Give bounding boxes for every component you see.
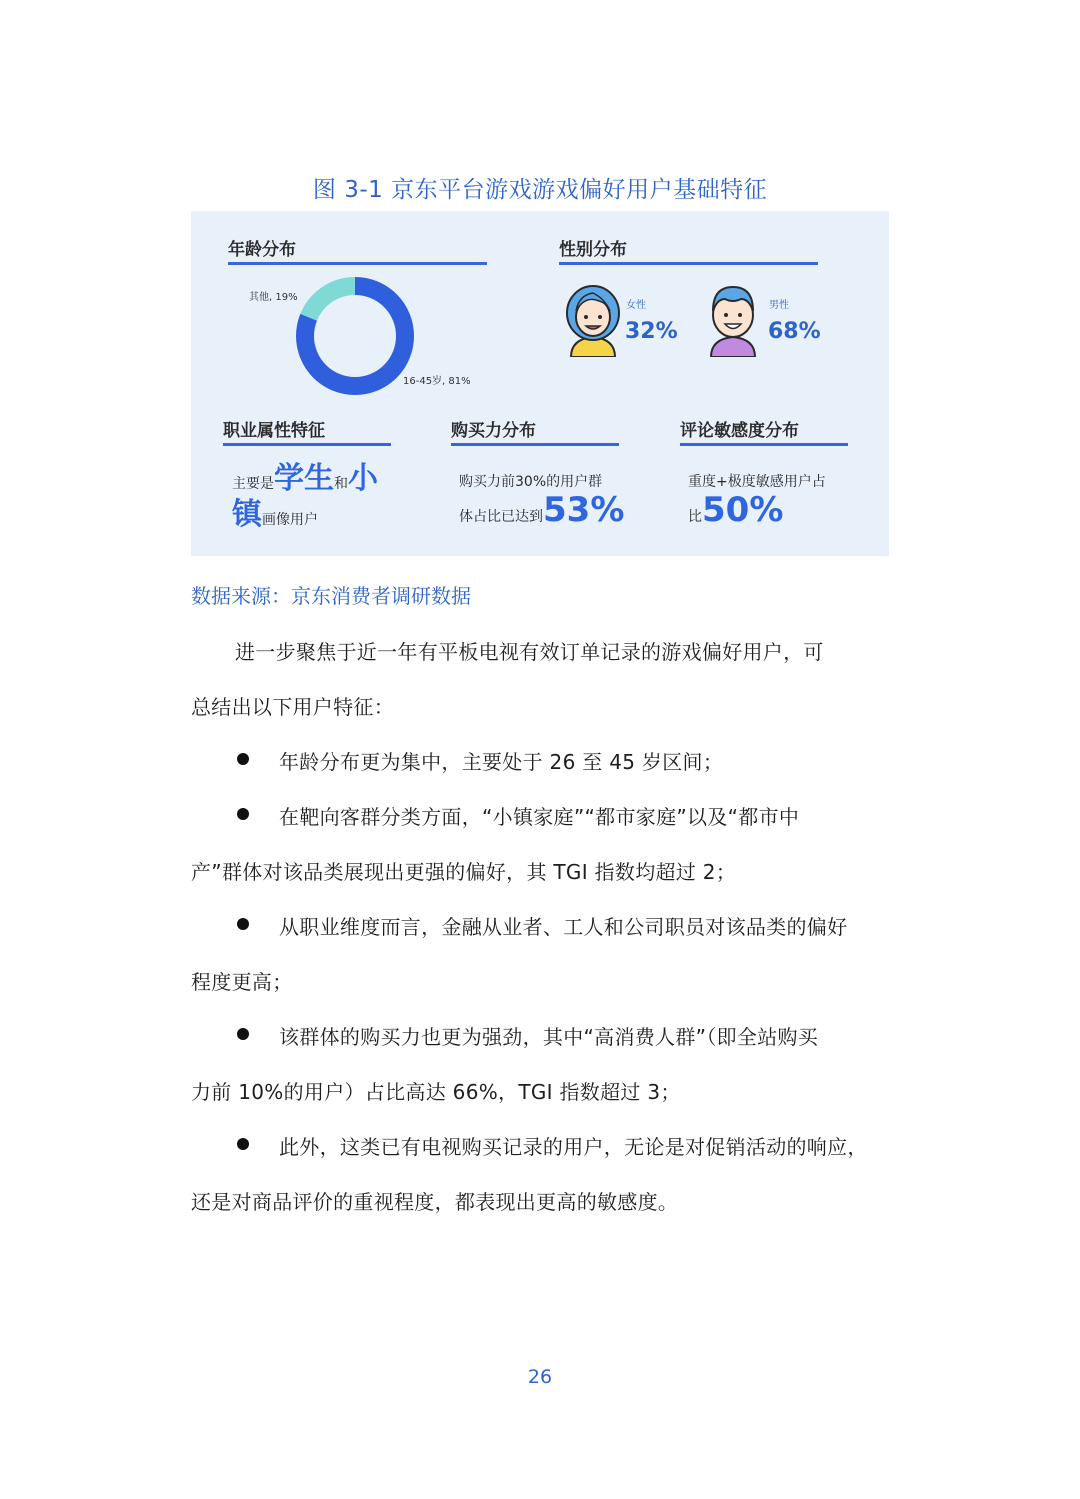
age-underline <box>228 262 487 265</box>
page-number: 26 <box>527 1366 553 1388</box>
male-percent: 68% <box>768 319 821 344</box>
review-heading: 评论敏感度分布 <box>680 421 799 441</box>
gender-underline <box>559 262 818 265</box>
purchase-text-line2: 体占比已达到53% <box>459 490 625 530</box>
bullet3-line2: 程度更高； <box>191 970 293 994</box>
bullet-dot <box>237 918 249 930</box>
bullet2-line2: 产”群体对该品类展现出更强的偏好，其 TGI 指数均超过 2； <box>191 860 737 884</box>
review-underline <box>680 443 848 446</box>
male-label: 男性 <box>769 300 789 311</box>
occupation-text-line2: 镇画像用户 <box>232 497 318 532</box>
purchase-text-line1: 购买力前30%的用户群 <box>459 474 603 490</box>
bullet-dot <box>237 753 249 765</box>
bullet4-line1: 该群体的购买力也更为强劲，其中“高消费人群”（即全站购买 <box>279 1025 819 1049</box>
donut-label-other: 其他, 19% <box>249 292 298 303</box>
bullet5-line1: 此外，这类已有电视购买记录的用户，无论是对促销活动的响应， <box>279 1135 868 1159</box>
occupation-text-line1: 主要是学生和小 <box>232 461 378 496</box>
female-avatar-icon <box>565 281 621 357</box>
female-label: 女性 <box>626 300 646 311</box>
review-text-line2: 比50% <box>688 490 784 530</box>
purchase-underline <box>451 443 619 446</box>
bullet-dot <box>237 1138 249 1150</box>
intro-line1: 进一步聚焦于近一年有平板电视有效订单记录的游戏偏好用户，可 <box>235 640 824 664</box>
occupation-heading: 职业属性特征 <box>223 421 325 441</box>
bullet-dot <box>237 808 249 820</box>
bullet5-line2: 还是对商品评价的重视程度，都表现出更高的敏感度。 <box>191 1190 679 1214</box>
bullet-dot <box>237 1028 249 1040</box>
male-avatar-icon <box>705 281 761 357</box>
bullet3-line1: 从职业维度而言，金融从业者、工人和公司职员对该品类的偏好 <box>279 915 848 939</box>
female-percent: 32% <box>625 319 678 344</box>
review-text-line1: 重度+极度敏感用户占 <box>688 474 826 490</box>
age-heading: 年龄分布 <box>228 240 296 260</box>
figure-title: 图 3-1 京东平台游戏游戏偏好用户基础特征 <box>312 177 768 203</box>
bullet4-line2: 力前 10%的用户）占比高达 66%，TGI 指数超过 3； <box>191 1080 681 1104</box>
age-donut-chart <box>291 276 421 396</box>
bullet2-line1: 在靶向客群分类方面，“小镇家庭”“都市家庭”以及“都市中 <box>279 805 800 829</box>
bullet1-line1: 年龄分布更为集中，主要处于 26 至 45 岁区间； <box>279 750 724 774</box>
gender-heading: 性别分布 <box>559 240 627 260</box>
data-source: 数据来源：京东消费者调研数据 <box>191 584 471 608</box>
intro-line2: 总结出以下用户特征： <box>191 695 394 719</box>
occupation-underline <box>223 443 391 446</box>
infographic-panel <box>191 211 889 556</box>
purchase-heading: 购买力分布 <box>451 421 536 441</box>
donut-label-main: 16-45岁, 81% <box>403 376 471 387</box>
